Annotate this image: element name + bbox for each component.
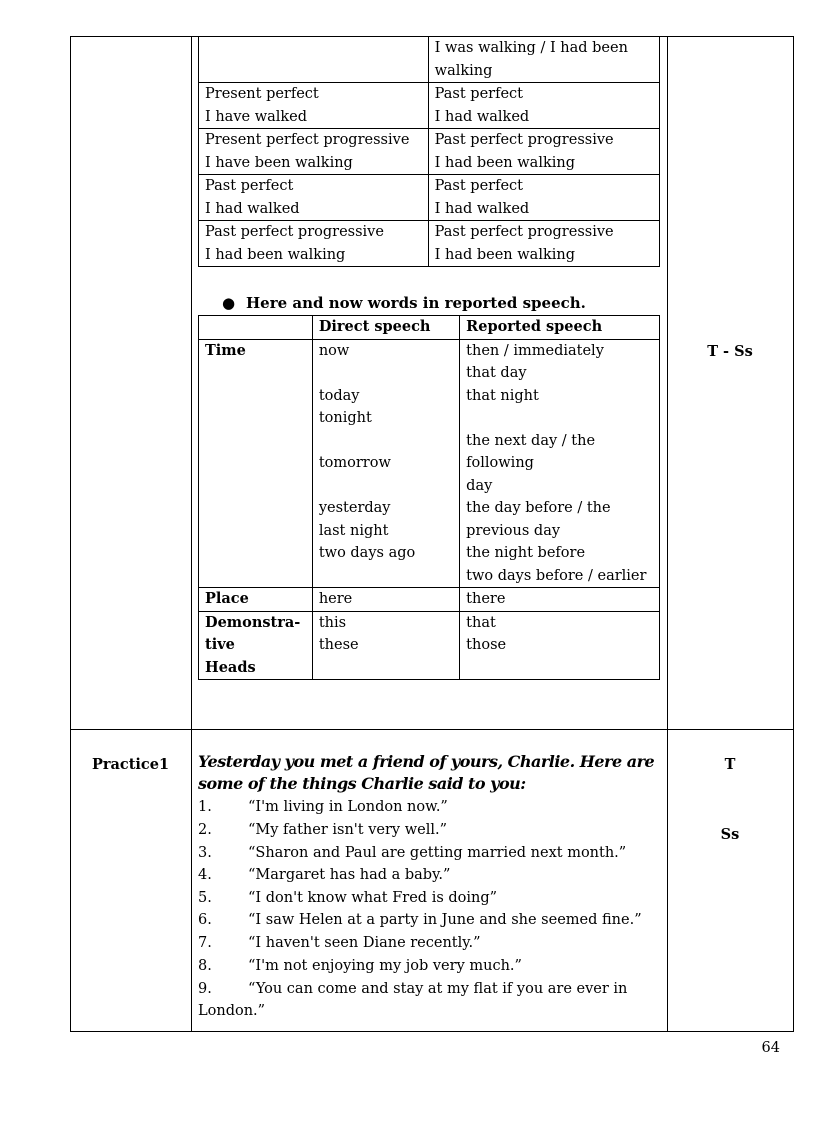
table-cell: then / immediately that day that night the next day / the following day the day before / the previous day the night before two days before / earlier xyxy=(460,339,660,588)
list-item: 2. “My father isn't very well.” xyxy=(198,822,447,838)
row-label-demonstrative: Demonstra- tive Heads xyxy=(199,611,313,680)
bullet-icon: ● xyxy=(222,294,236,312)
row-label-time: Time xyxy=(199,339,313,588)
column-divider-1 xyxy=(191,36,192,1032)
table-row xyxy=(199,611,660,680)
table-cell: now today tonight tomorrow yesterday last night two days ago xyxy=(312,339,459,588)
list-item: 5. “I don't know what Fred is doing” xyxy=(198,890,498,906)
table-cell: Past perfect I had walked xyxy=(428,83,659,129)
page-number: 64 xyxy=(761,1040,780,1056)
table-cell: Present perfect I have walked xyxy=(199,83,429,129)
column-divider-2 xyxy=(667,36,668,1032)
list-item: 8. “I'm not enjoying my job very much.” xyxy=(198,958,522,974)
table-row xyxy=(199,175,660,221)
interaction-label-students: Ss xyxy=(720,826,740,843)
table-row xyxy=(199,221,660,267)
interaction-label-teacher: T xyxy=(724,756,736,773)
bullet-heading: ● Here and now words in reported speech. xyxy=(222,292,586,315)
table-header-cell xyxy=(199,316,313,340)
table-row xyxy=(199,129,660,175)
table-cell: Past perfect I had walked xyxy=(428,175,659,221)
list-item: 1. “I'm living in London now.” xyxy=(198,799,448,815)
list-item-continuation: London.” xyxy=(198,1003,266,1019)
list-item: 9. “You can come and stay at my flat if you are ever in xyxy=(198,981,628,997)
table-row xyxy=(199,83,660,129)
table-row xyxy=(199,37,660,83)
outer-right-border xyxy=(793,36,794,1032)
practice-heading: Yesterday you met a friend of yours, Charlie. Here are some of the things Charlie said to you: xyxy=(198,752,655,793)
list-item: 6. “I saw Helen at a party in June and she seemed fine.” xyxy=(198,912,642,928)
table-cell: this these xyxy=(312,611,459,680)
table-header-cell: Direct speech xyxy=(312,316,459,340)
outer-bottom-border xyxy=(70,1031,794,1032)
table-cell: that those xyxy=(460,611,660,680)
table-cell: there xyxy=(460,588,660,612)
table-cell: Present perfect progressive I have been walking xyxy=(199,129,429,175)
outer-left-border xyxy=(70,36,71,1032)
interaction-label-row1: T - Ss xyxy=(707,343,753,360)
table-header-row xyxy=(199,316,660,340)
table-cell: here xyxy=(312,588,459,612)
reported-words-table xyxy=(198,315,660,680)
table-cell: Past perfect progressive I had been walking xyxy=(428,221,659,267)
table-cell: Past perfect progressive I had been walking xyxy=(199,221,429,267)
table-header-cell: Reported speech xyxy=(460,316,660,340)
tense-table xyxy=(198,36,660,267)
table-cell: Past perfect progressive I had been walking xyxy=(428,129,659,175)
list-item: 7. “I haven't seen Diane recently.” xyxy=(198,935,481,951)
table-row xyxy=(199,339,660,588)
row-divider xyxy=(70,729,794,730)
list-item: 3. “Sharon and Paul are getting married next month.” xyxy=(198,845,627,861)
row-label-place: Place xyxy=(199,588,313,612)
practice-label: Practice1 xyxy=(91,756,170,773)
table-cell: Past perfect I had walked xyxy=(199,175,429,221)
table-row xyxy=(199,588,660,612)
table-cell: I was walking / I had been walking xyxy=(428,37,659,83)
list-item: 4. “Margaret has had a baby.” xyxy=(198,867,451,883)
table-cell xyxy=(199,37,429,83)
